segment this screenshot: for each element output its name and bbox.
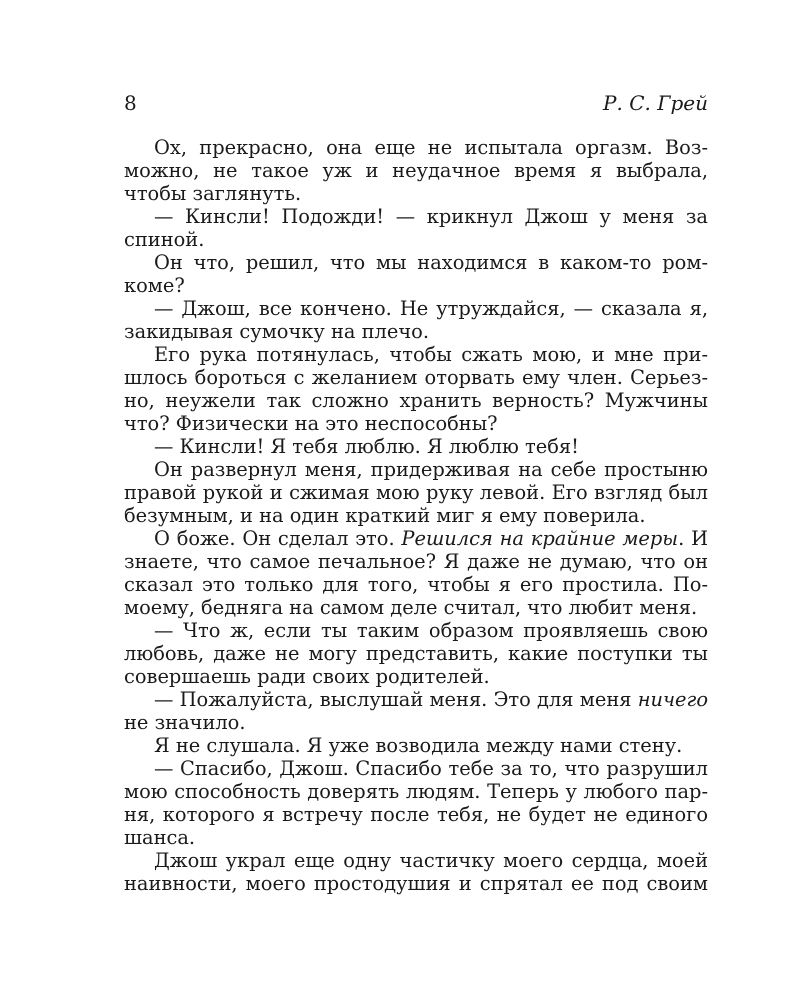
text-segment: Ох, прекрасно, она еще не испытала оргазм. Возможно, не такое уж и неудачное время я выбрала, чтобы заглянуть. (124, 136, 708, 205)
text-segment: Он развернул меня, придерживая на себе простыню правой рукой и сжимая мою руку левой. Его взгляд был безумным, и на один краткий миг я ему поверила. (124, 458, 708, 527)
text-segment: — Что ж, если ты таким образом проявляешь свою любовь, даже не могу представить, какие поступки ты совершаешь ради своих родителей. (124, 619, 708, 688)
text-segment: Его рука потянулась, чтобы сжать мою, и мне пришлось бороться с желанием оторвать ему член. Серьезно, неужели так сложно хранить верность? Мужчины что? Физически на это неспособны? (124, 343, 708, 435)
paragraph (124, 297, 708, 343)
paragraph (124, 849, 708, 895)
text-segment: — Пожалуйста, выслушай меня. Это для меня (154, 688, 638, 711)
paragraph (124, 435, 708, 458)
text-segment: Он что, решил, что мы находимся в каком-то ромкоме? (124, 251, 708, 297)
text-segment: — Кинсли! Подожди! — крикнул Джош у меня за спиной. (124, 205, 708, 251)
paragraph (124, 136, 708, 205)
text-segment: — Спасибо, Джош. Спасибо тебе за то, что разрушил мою способность доверять людям. Теперь у любого парня, которого я встречу после тебя, не будет не единого шанса. (124, 757, 708, 849)
paragraph (124, 688, 708, 734)
text-body (124, 136, 708, 895)
header-author: Р. С. Грей (603, 91, 708, 115)
text-segment: не значило. (124, 711, 246, 734)
running-head (124, 88, 708, 118)
paragraph (124, 205, 708, 251)
paragraph (124, 527, 708, 619)
text-segment: . И знаете, что самое печальное? Я даже не думаю, что он сказал это только для того, чтобы я его простила. Помоему, бедняга на самом деле считал, что любит меня. (124, 527, 708, 619)
italic-phrase: Решился на крайние меры (401, 527, 679, 550)
paragraph (124, 734, 708, 757)
text-segment: Я не слушала. Я уже возводила между нами стену. (154, 734, 683, 757)
book-page (124, 88, 708, 895)
paragraph (124, 343, 708, 435)
page-number: 8 (124, 91, 137, 115)
text-segment: — Кинсли! Я тебя люблю. Я люблю тебя! (154, 435, 579, 458)
italic-phrase: ничего (637, 688, 708, 711)
paragraph (124, 757, 708, 849)
text-segment: О боже. Он сделал это. (154, 527, 402, 550)
text-segment: — Джош, все кончено. Не утруждайся, — сказала я, закидывая сумочку на плечо. (124, 297, 708, 343)
paragraph (124, 458, 708, 527)
paragraph (124, 619, 708, 688)
paragraph (124, 251, 708, 297)
text-segment: Джош украл еще одну частичку моего сердца, моей наивности, моего простодушия и спрятал ее под своим (124, 849, 708, 895)
